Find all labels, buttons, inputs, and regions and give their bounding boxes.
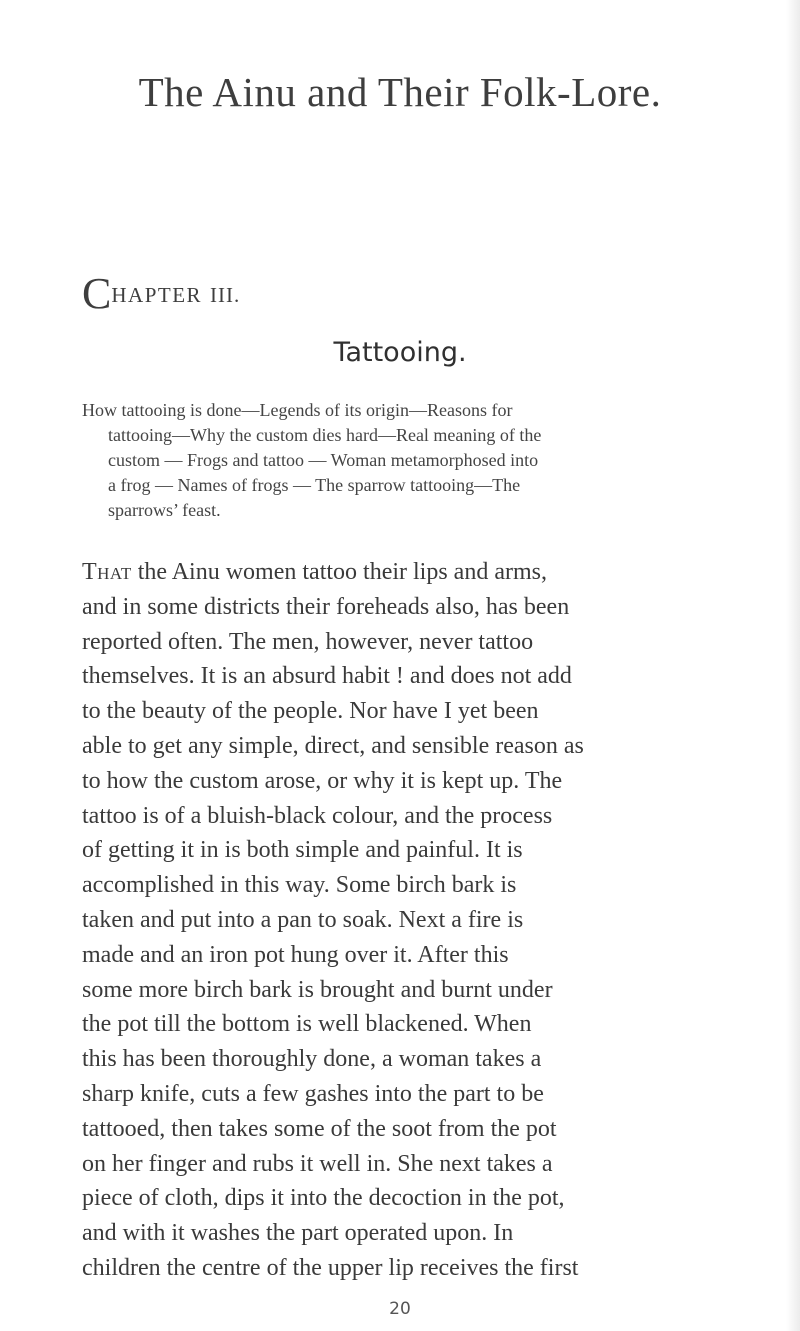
body-line: sharp knife, cuts a few gashes into the part to be (82, 1080, 544, 1107)
synopsis-line: tattooing—Why the custom dies hard—Real meaning of the (108, 425, 542, 445)
body-line (82, 555, 792, 590)
synopsis-line: sparrows’ feast. (108, 500, 221, 520)
body-line: able to get any simple, direct, and sensible reason as (82, 732, 584, 759)
body-line: and with it washes the part operated upon. In (82, 1220, 514, 1247)
chapter-synopsis (82, 398, 787, 523)
body-line: children the centre of the upper lip receives the first (82, 1254, 579, 1281)
body-line: to how the custom arose, or why it is kept up. The (82, 767, 563, 794)
body-line: reported often. The men, however, never tattoo (82, 628, 534, 655)
body-line: this has been thoroughly done, a woman takes a (82, 1046, 542, 1073)
body-line: tattoo is of a bluish-black colour, and the process (82, 802, 553, 829)
body-line: taken and put into a pan to soak. Next a fire is (82, 906, 524, 933)
chapter-number: III. (210, 283, 241, 307)
body-line: some more birch bark is brought and burnt under (82, 976, 553, 1003)
body-line: and in some districts their foreheads also, has been (82, 593, 570, 620)
opening-word: That (82, 559, 132, 585)
body-paragraph (82, 555, 792, 1286)
chapter-label: HAPTER (111, 283, 203, 307)
body-line: piece of cloth, dips it into the decoction in the pot, (82, 1185, 565, 1212)
body-line: on her finger and rubs it well in. She next takes a (82, 1150, 553, 1177)
first-line-text: the Ainu women tattoo their lips and arms, (131, 559, 547, 585)
body-line: made and an iron pot hung over it. After this (82, 941, 509, 968)
body-line: the pot till the bottom is well blackened. When (82, 1011, 532, 1038)
chapter-subject: Tattooing. (333, 337, 467, 368)
body-line: themselves. It is an absurd habit ! and does not add (82, 663, 572, 690)
synopsis-line: a frog — Names of frogs — The sparrow tattooing—The (108, 475, 521, 495)
synopsis-line: How tattooing is done—Legends of its origin—Reasons for (82, 400, 513, 420)
chapter-heading (82, 269, 241, 318)
running-title: The Ainu and Their Folk-Lore. (138, 69, 662, 115)
body-line: of getting it in is both simple and painful. It is (82, 837, 523, 864)
page-number: 20 (389, 1299, 411, 1319)
synopsis-line: custom — Frogs and tattoo — Woman metamorphosed into (108, 450, 539, 470)
body-line: to the beauty of the people. Nor have I yet been (82, 698, 539, 725)
chapter-initial: C (82, 269, 112, 318)
body-line: accomplished in this way. Some birch bark is (82, 872, 517, 899)
body-line: tattooed, then takes some of the soot from the pot (82, 1115, 557, 1142)
